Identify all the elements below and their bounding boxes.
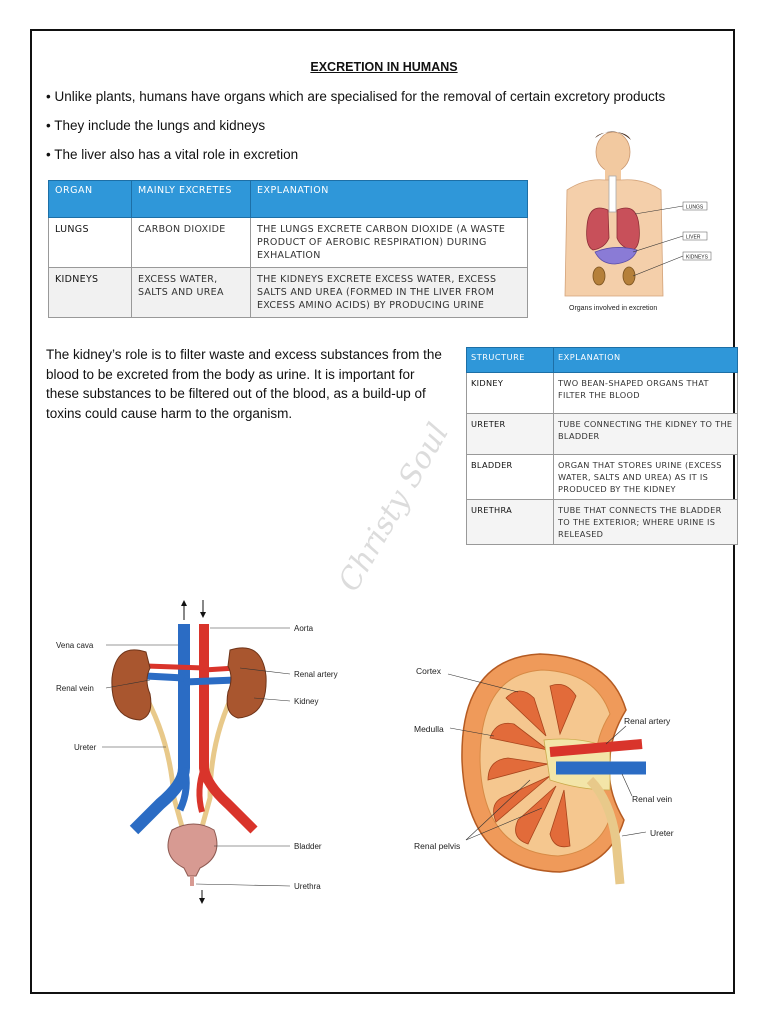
- header-mainly-excretes: MAINLY EXCRETES: [132, 181, 251, 218]
- cell-structure: KIDNEY: [467, 373, 554, 414]
- cell-structure: BLADDER: [467, 455, 554, 500]
- renal-vein-pointer: [622, 774, 632, 796]
- organ-table-header: [49, 181, 528, 218]
- cell-explanation: TUBE CONNECTING THE KIDNEY TO THE BLADDER: [554, 414, 738, 455]
- ureter-label: Ureter: [650, 828, 674, 838]
- exit-arrowhead-icon: [199, 898, 205, 904]
- header-explanation: EXPLANATION: [554, 348, 738, 373]
- renal-artery-label: Renal artery: [294, 670, 338, 679]
- header-organ: ORGAN: [49, 181, 132, 218]
- table-row: [467, 455, 738, 500]
- ureter-pointer: [622, 832, 646, 836]
- cell-explanation: TWO BEAN-SHAPED ORGANS THAT FILTER THE BLOOD: [554, 373, 738, 414]
- cortex-label: Cortex: [416, 666, 442, 676]
- iliac-artery-shape: [199, 768, 204, 812]
- right-renal-vein-shape: [184, 680, 236, 682]
- lungs-label: LUNGS: [686, 204, 704, 211]
- bullet-2: • They include the lungs and kidneys: [46, 118, 266, 133]
- cell-explanation: THE KIDNEYS EXCRETE EXCESS WATER, EXCESS SALTS AND UREA (FORMED IN THE LIVER FROM EXCESS AMINO ACIDS) BY PRODUCING URINE: [251, 268, 528, 318]
- table-row: [467, 500, 738, 545]
- urethra-pointer: [196, 884, 290, 886]
- left-lung-shape: [587, 208, 609, 250]
- renal-artery-label: Renal artery: [624, 716, 671, 726]
- table-row: [467, 373, 738, 414]
- cell-excretes: EXCESS WATER, SALTS AND UREA: [132, 268, 251, 318]
- vena-cava-label: Vena cava: [56, 641, 94, 650]
- bladder-label: Bladder: [294, 842, 322, 851]
- structure-table: [466, 347, 738, 545]
- left-renal-vein-shape: [146, 676, 184, 678]
- right-kidney-shape: [227, 648, 266, 718]
- organs-figure-caption: Organs involved in excretion: [569, 305, 658, 312]
- structure-table-header: [467, 348, 738, 373]
- head-shape: [596, 132, 630, 172]
- header-explanation: EXPLANATION: [251, 181, 528, 218]
- left-kidney-shape: [593, 267, 605, 285]
- renal-vein-label: Renal vein: [632, 794, 673, 804]
- organ-table: [48, 180, 528, 318]
- renal-vein-label: Renal vein: [56, 684, 94, 693]
- cell-explanation: ORGAN THAT STORES URINE (EXCESS WATER, SALTS AND UREA) AS IT IS PRODUCED BY THE KIDNEY: [554, 455, 738, 500]
- header-structure: STRUCTURE: [467, 348, 554, 373]
- right-lung-shape: [617, 208, 639, 250]
- cell-explanation: TUBE THAT CONNECTS THE BLADDER TO THE EXTERIOR; WHERE URINE IS RELEASED: [554, 500, 738, 545]
- trachea-shape: [609, 176, 616, 212]
- ureter-label: Ureter: [74, 743, 97, 752]
- page-title: EXCRETION IN HUMANS: [310, 60, 458, 74]
- urinary-system-figure: [50, 598, 370, 918]
- cell-structure: URETER: [467, 414, 554, 455]
- cell-structure: URETHRA: [467, 500, 554, 545]
- kidney-role-paragraph: The kidney’s role is to filter waste and excess substances from the blood to be excreted from the body as urine. It is important for these substances to be filtered out of the blood, as a build-up of toxins could cause harm to the organism.: [46, 347, 442, 421]
- bullet-3: • The liver also has a vital role in excretion: [46, 147, 299, 162]
- urethra-label: Urethra: [294, 882, 321, 891]
- renal-pelvis-label: Renal pelvis: [414, 841, 461, 851]
- cell-excretes: CARBON DIOXIDE: [132, 218, 251, 268]
- up-arrowhead-icon: [181, 600, 187, 606]
- cell-explanation: THE LUNGS EXCRETE CARBON DIOXIDE (A WASTE PRODUCT OF AEROBIC RESPIRATION) DURING EXHALATION: [251, 218, 528, 268]
- kidney-label: Kidney: [294, 697, 319, 706]
- left-renal-artery-shape: [146, 666, 204, 668]
- bullet-1: • Unlike plants, humans have organs which are specialised for the removal of certain excretory products: [46, 89, 666, 104]
- bladder-shape: [168, 824, 217, 876]
- cell-organ: LUNGS: [49, 218, 132, 268]
- table-row: [49, 218, 528, 268]
- table-row: [467, 414, 738, 455]
- kidney-section-figure: [410, 640, 710, 900]
- aorta-label: Aorta: [294, 624, 314, 633]
- watermark: Christy Soul: [331, 417, 456, 598]
- down-arrowhead-icon: [200, 612, 206, 618]
- cell-organ: KIDNEYS: [49, 268, 132, 318]
- left-kidney-shape: [112, 650, 151, 720]
- kidneys-label: KIDNEYS: [686, 254, 708, 261]
- organs-figure: [555, 128, 725, 318]
- table-row: [49, 268, 528, 318]
- medulla-label: Medulla: [414, 724, 444, 734]
- liver-label: LIVER: [686, 234, 701, 241]
